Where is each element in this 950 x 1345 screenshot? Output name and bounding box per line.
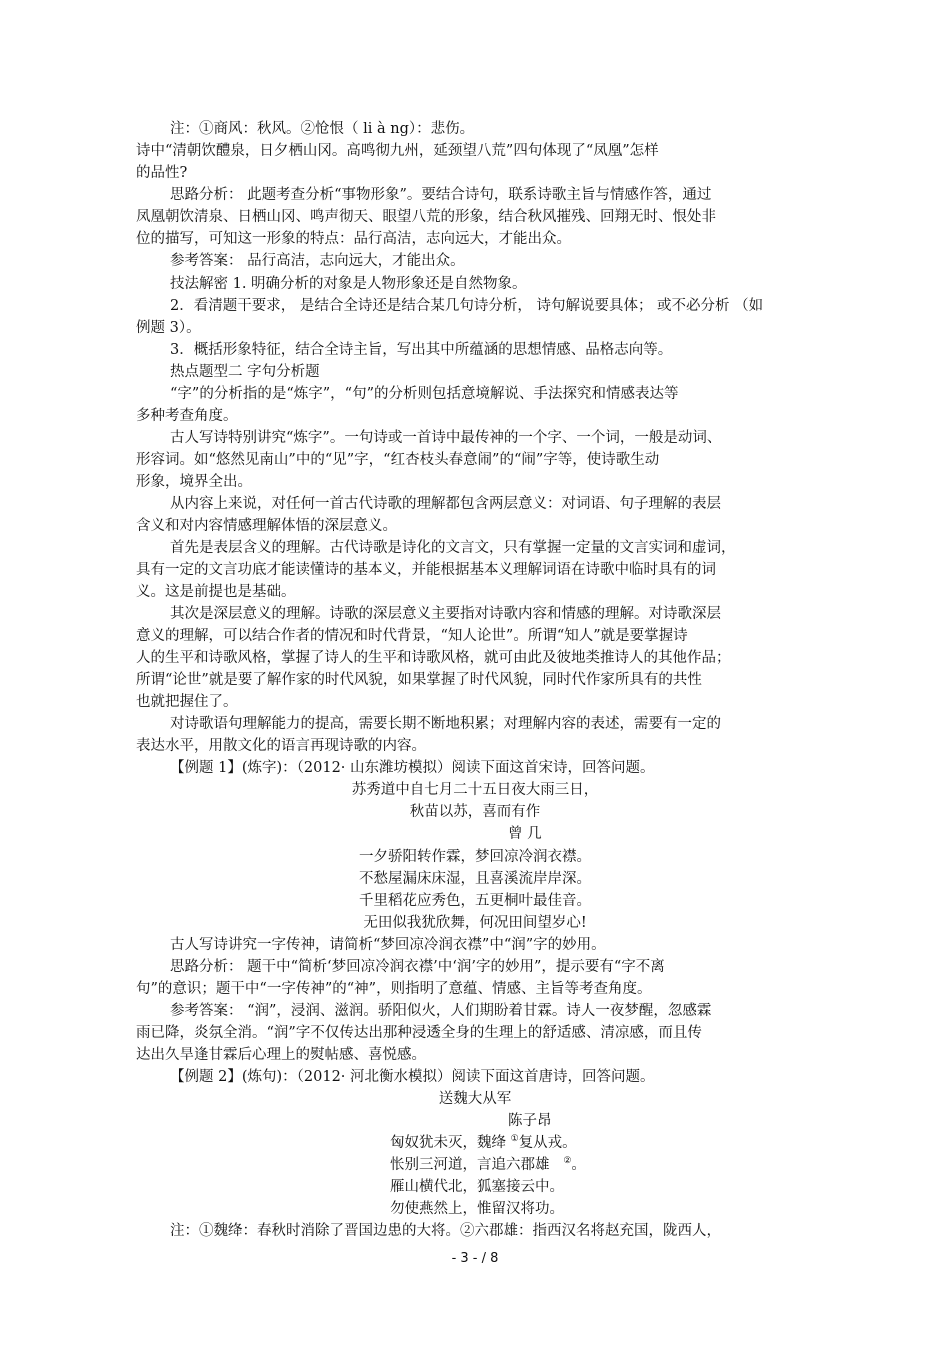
text-line: “字”的分析指的是“炼字”，“句”的分析则包括意境解说、手法探究和情感表达等: [170, 386, 679, 402]
text-line: 形容词。如“悠然见南山”中的“见”字，“红杏枝头春意闹”的“闹”字等，使诗歌生动: [136, 452, 660, 468]
poem-line: 雁山横代北，狐塞接云中。: [390, 1179, 564, 1195]
text-line: 从内容上来说，对任何一首古代诗歌的理解都包含两层意义：对词语、句子理解的表层: [170, 496, 721, 512]
text-line: 古人写诗特别讲究“炼字”。一句诗或一首诗中最传神的一个字、一个词，一般是动词、: [170, 430, 722, 446]
poem-title: 苏秀道中自七月二十五日夜大雨三日，: [351, 782, 599, 798]
text-line: 2．看清题干要求， 是结合全诗还是结合某几句诗分析， 诗句解说要具体； 或不必分析 （如: [170, 298, 764, 314]
poem-author: 陈子昂: [508, 1113, 552, 1129]
text-line: 达出久旱逢甘霖后心理上的熨帖感、喜悦感。: [136, 1047, 426, 1063]
text-line: 多种考查角度。: [136, 408, 238, 424]
poem-line: 不愁屋漏床床湿，且喜溪流岸岸深。: [359, 871, 591, 887]
text-line: 的品性?: [136, 165, 188, 181]
text-line: 具有一定的文言功底才能读懂诗的基本义，并能根据基本义理解词语在诗歌中临时具有的词: [136, 562, 716, 578]
text-line: 参考答案： “润”，浸润、滋润。骄阳似火，人们期盼着甘霖。诗人一夜梦醒，忽感霖: [170, 1003, 712, 1019]
text-line: 例题 3）。: [136, 320, 201, 336]
poem-line: 一夕骄阳转作霖，梦回凉冷润衣襟。: [359, 849, 591, 865]
footnote-mark: ①: [510, 1134, 519, 1145]
poem-title: 秋苗以苏，喜而有作: [409, 804, 541, 820]
text-line: 思路分析： 此题考查分析“事物形象”。要结合诗句，联系诗歌主旨与情感作答，通过: [170, 187, 712, 203]
text-line: 义。这是前提也是基础。: [136, 584, 296, 600]
text-line: 技法解密 1. 明确分析的对象是人物形象还是自然物象。: [170, 276, 527, 292]
poem-text: 怅别三河道，言追六郡雄: [390, 1157, 550, 1173]
text-line: 注：①商风：秋风。②怆恨（ li à ng）：悲伤。: [170, 121, 475, 137]
text-line: 也就把握住了。: [136, 694, 238, 710]
text-line: 意义的理解，可以结合作者的情况和时代背景，“知人论世”。所谓“知人”就是要掌握诗: [136, 628, 688, 644]
text-line: 句”的意识；题干中“一字传神”的“神”，则指明了意蕴、情感、主旨等考查角度。: [136, 981, 652, 997]
text-line: 形象，境界全出。: [136, 474, 252, 490]
text-line: 对诗歌语句理解能力的提高，需要长期不断地积累；对理解内容的表述，需要有一定的: [170, 716, 721, 732]
text-line: 思路分析： 题干中“简析‘梦回凉冷润衣襟’中‘润’字的妙用”，提示要有“字不离: [170, 959, 665, 975]
poem-author: 曾 几: [508, 826, 542, 842]
poem-line: [390, 1132, 690, 1154]
text-line: 诗中“清朝饮醴泉，日夕栖山冈。高鸣彻九州，延颈望八荒”四句体现了“凤凰”怎样: [136, 143, 659, 159]
text-line: 雨已降，炎氛全消。“润”字不仅传达出那种浸透全身的生理上的舒适感、清凉感，而且传: [136, 1025, 702, 1041]
text-line: 首先是表层含义的理解。古代诗歌是诗化的文言文，只有掌握一定量的文言实词和虚词，: [170, 540, 736, 556]
poem-line: [390, 1154, 690, 1176]
text-line: 所谓“论世”就是要了解作家的时代风貌，如果掌握了时代风貌，同时代作家所具有的共性: [136, 672, 702, 688]
poem-text: 。: [571, 1157, 586, 1173]
example-heading: 【例题 2】(炼句)：（2012· 河北衡水模拟）阅读下面这首唐诗，回答问题。: [170, 1069, 655, 1085]
text-line: 凤凰朝饮清泉、日栖山冈、鸣声彻天、眼望八荒的形象，结合秋风摧残、回翔无时、恨处非: [136, 209, 716, 225]
text-line: 其次是深层意义的理解。诗歌的深层意义主要指对诗歌内容和情感的理解。对诗歌深层: [170, 606, 721, 622]
text-line: 表达水平，用散文化的语言再现诗歌的内容。: [136, 738, 426, 754]
text-line: 参考答案： 品行高洁，志向远大，才能出众。: [170, 253, 465, 269]
poem-title: 送魏大从军: [438, 1091, 512, 1107]
page-number: - 3 - / 8: [451, 1251, 499, 1266]
text-line: 古人写诗讲究一字传神，请简析“梦回凉冷润衣襟”中“润”字的妙用。: [170, 937, 606, 953]
text-line: 3．概括形象特征，结合全诗主旨，写出其中所蕴涵的思想情感、品格志向等。: [170, 342, 673, 358]
example-heading: 【例题 1】(炼字)：（2012· 山东潍坊模拟）阅读下面这首宋诗，回答问题。: [170, 760, 655, 776]
text-line: 含义和对内容情感理解体悟的深层意义。: [136, 518, 397, 534]
text-line: 人的生平和诗歌风格，掌握了诗人的生平和诗歌风格，就可由此及彼地类推诗人的其他作品；: [136, 650, 731, 666]
section-heading: 热点题型二 字句分析题: [170, 364, 320, 380]
text-line: 位的描写，可知这一形象的特点：品行高洁，志向远大，才能出众。: [136, 231, 571, 247]
footnote-mark: ②: [563, 1156, 572, 1167]
poem-line: 勿使燕然上，惟留汉将功。: [390, 1201, 564, 1217]
poem-text: 匈奴犹未灭，魏绛: [390, 1135, 506, 1151]
poem-line: 无田似我犹欣舞，何况田间望岁心!: [363, 915, 587, 931]
poem-text: 复从戎。: [518, 1135, 577, 1151]
note-line: 注：①魏绛：春秋时消除了晋国边患的大将。②六郡雄：指西汉名将赵充国，陇西人，: [170, 1223, 721, 1239]
poem-line: 千里稻花应秀色，五更桐叶最佳音。: [359, 893, 591, 909]
